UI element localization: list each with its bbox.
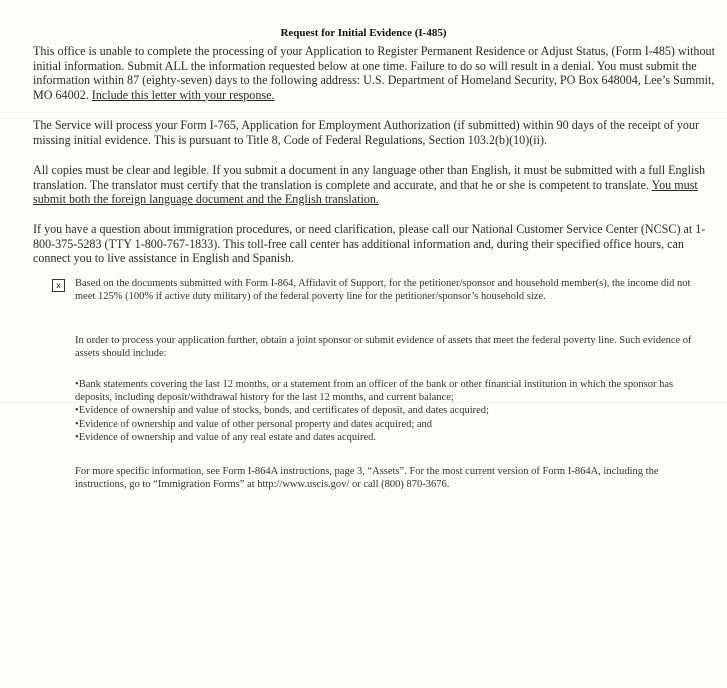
translation-text: All copies must be clear and legible. If you submit a document in any language other than English, it must be submitted with a full English translation. The translator must certify that the translation is complete and accurate, and that he or she is competent to translate.: [33, 163, 706, 192]
paragraph-processing-notice: [33, 44, 718, 102]
paragraph-customer-service: If you have a question about immigration procedures, or need clarification, please call our National Customer Service Center (NCSC) at 1-800-375-5283 (TTY 1-800-767-1833). This toll-free call center has additional information and, during their specified office hours, can connect you to live assistance in English and Spanish.: [33, 222, 706, 265]
affidavit-finding: Based on the documents submitted with Form I-864, Affidavit of Support, for the petitioner/sponsor and household member(s), the income did not meet 125% (100% if active duty military) of the federal poverty line for the petitioner/sponsor’s household size.: [75, 278, 691, 303]
include-letter-instruction: Include this letter with your response.: [91, 87, 275, 102]
scan-artifact: [0, 112, 727, 113]
affidavit-checkbox: x: [52, 279, 65, 292]
paragraph-translation-requirements: [33, 163, 718, 207]
letter-title: Request for Initial Evidence (I-485): [280, 27, 447, 39]
joint-sponsor-instruction: In order to process your application further, obtain a joint sponsor or submit evidence of assets that meet the federal poverty line. Such evidence of assets should include:: [75, 335, 692, 360]
list-item: • Evidence of ownership and value of any real estate and dates acquired.: [75, 431, 711, 444]
list-item: • Bank statements covering the last 12 months, or a statement from an officer of the bank or other financial institution in which the sponsor has deposits, including deposit/withdrawal history for the last 12 months, and current balance;: [75, 378, 711, 404]
more-information-note: For more specific information, see Form I-864A instructions, page 3, “Assets”. For the most current version of Form I-864A, including the instructions, go to “Immigration Forms” at http://www.uscis.gov/ or call (800) 870-3676.: [75, 466, 659, 491]
paragraph-processing-text: This office is unable to complete the processing of your Application to Register Permanent Residence or Adjust Status, (Form I-485) without initial information. Submit ALL the information requested below at one time. Failure to do so will result in a denial. You must submit the information within 87 (eighty-seven) days to the following address: U.S. Department of Homeland Security, PO Box 648004, Lee’s Summit, MO 64002.: [33, 44, 715, 102]
asset-evidence-list: [75, 378, 711, 444]
list-item: • Evidence of ownership and value of stocks, bonds, and certificates of deposit, and dates acquired;: [75, 404, 711, 417]
translation-underlined-instruction: You must submit both the foreign language document and the English translation.: [33, 177, 698, 206]
list-item: • Evidence of ownership and value of other personal property and dates acquired; and: [75, 418, 711, 431]
paragraph-employment-authorization: The Service will process your Form I-765, Application for Employment Authorization (if submitted) within 90 days of the receipt of your missing initial evidence. This is pursuant to Title 8, Code of Federal Regulations, Section 103.2(b)(10)(ii).: [33, 118, 700, 147]
scan-artifact: [0, 402, 727, 403]
